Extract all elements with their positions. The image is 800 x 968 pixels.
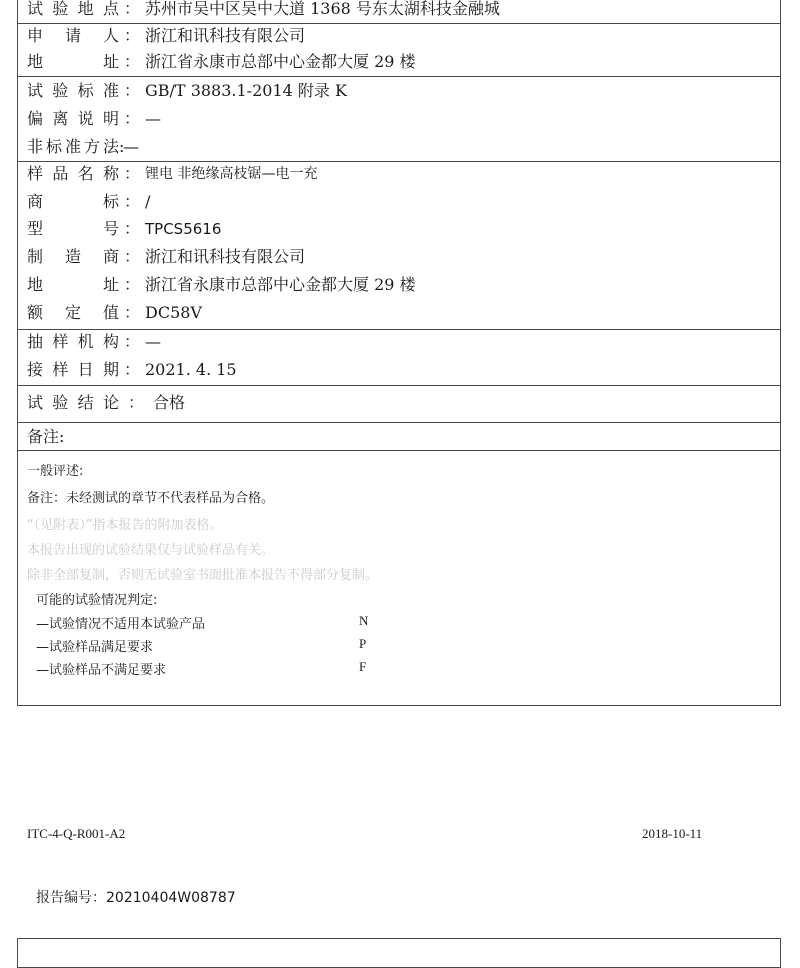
field-colon: ： [123,303,140,322]
field-row [27,301,202,325]
section-standard [18,76,780,161]
field-label: 偏离说明 [27,109,119,128]
report-number-label: 报告编号： [36,890,106,906]
verdict-text: —试验样品不满足要求 [36,663,167,678]
field-label: 试验地点 [27,0,119,18]
report-number [36,887,236,907]
section-location [18,0,780,23]
field-label: 申 请 人 [27,26,119,45]
field-label: 试验结论 [27,393,119,412]
faint-line: 本报告出现的试验结果仅与试验样品有关。 [27,543,275,558]
conclusion-value: 合格 [153,393,186,412]
section-remarks-header [18,422,780,450]
field-value: / [145,192,151,211]
general-remarks-title: 一般评述: [27,464,84,479]
field-value: 锂电 非绝缘高枝锯—电一充 [145,166,318,182]
verdict-code: P [359,636,367,651]
field-row [27,391,185,415]
field-colon: ： [127,393,144,412]
field-value: DC58V [145,303,202,322]
field-row [27,217,221,241]
field-value: 苏州市吴中区吴中大道 1368 号东太湖科技金融城 [145,0,500,18]
field-row [27,245,305,269]
section-sample [18,161,780,329]
field-row [27,24,305,48]
field-value: — [145,332,161,351]
verdict-text: —试验情况不适用本试验产品 [36,617,206,632]
field-colon: ： [123,192,140,211]
faint-line: 除非全部复制，否则无试验室书面批准本报告不得部分复制。 [27,568,379,583]
section-sampling [18,329,780,385]
field-value: GB/T 3883.1-2014 附录 K [145,81,347,100]
field-colon: ： [123,109,140,128]
field-colon: ： [123,247,140,266]
field-colon: ： [123,219,140,238]
field-colon: ： [123,52,140,71]
field-value: 浙江和讯科技有限公司 [145,26,306,45]
field-label: 接样日期 [27,360,119,379]
field-label: 制 造 商 [27,247,119,266]
next-page-border [17,938,781,968]
field-colon: ： [123,81,140,100]
field-label: 商 标 [27,192,119,211]
field-colon: ： [123,332,140,351]
field-row [27,0,500,21]
field-colon: ： [123,275,140,294]
field-value: — [145,109,161,128]
field-value: 2021. 4. 15 [145,360,237,379]
form-date: 2018-10-11 [642,826,703,841]
report-sheet [17,0,781,706]
field-label: 样品名称 [27,164,119,183]
remarks-note: 备注：未经测试的章节不代表样品为合格。 [27,491,275,506]
field-row [27,190,150,214]
verdict-text: —试验样品满足要求 [36,640,154,655]
field-colon: ： [123,164,140,183]
field-label: 型 号 [27,219,119,238]
remarks-title: 备注: [27,427,65,446]
field-label: 地 址 [27,275,119,294]
field-row [27,358,237,382]
faint-line: “（见附表）”指本报告的附加表格。 [27,518,223,533]
field-row [27,135,139,159]
field-value: 浙江省永康市总部中心金都大厦 29 楼 [145,275,416,294]
field-row [27,330,161,354]
field-colon: : [119,137,125,156]
section-applicant [18,23,780,76]
field-colon: ： [123,360,140,379]
verdict-code: N [359,613,369,628]
field-row [27,50,416,74]
field-label: 试验标准 [27,81,119,100]
field-label: 抽样机构 [27,332,119,351]
field-colon: ： [123,0,140,18]
field-value: — [123,137,139,156]
field-label: 非标准方法 [27,137,119,156]
section-remarks-body [18,450,780,705]
field-row [27,79,347,103]
field-row [27,273,416,297]
field-row [27,162,317,186]
verdict-title: 可能的试验情况判定: [36,593,158,608]
section-conclusion [18,385,780,422]
field-value: TPCS5616 [145,220,222,238]
report-number-value: 20210404W08787 [106,890,236,906]
field-row [27,107,161,131]
verdict-code: F [359,659,367,674]
field-label: 额 定 值 [27,303,119,322]
field-colon: ： [123,26,140,45]
field-value: 浙江省永康市总部中心金都大厦 29 楼 [145,52,416,71]
field-value: 浙江和讯科技有限公司 [145,247,306,266]
form-code: ITC-4-Q-R001-A2 [27,826,126,841]
field-label: 地 址 [27,52,119,71]
